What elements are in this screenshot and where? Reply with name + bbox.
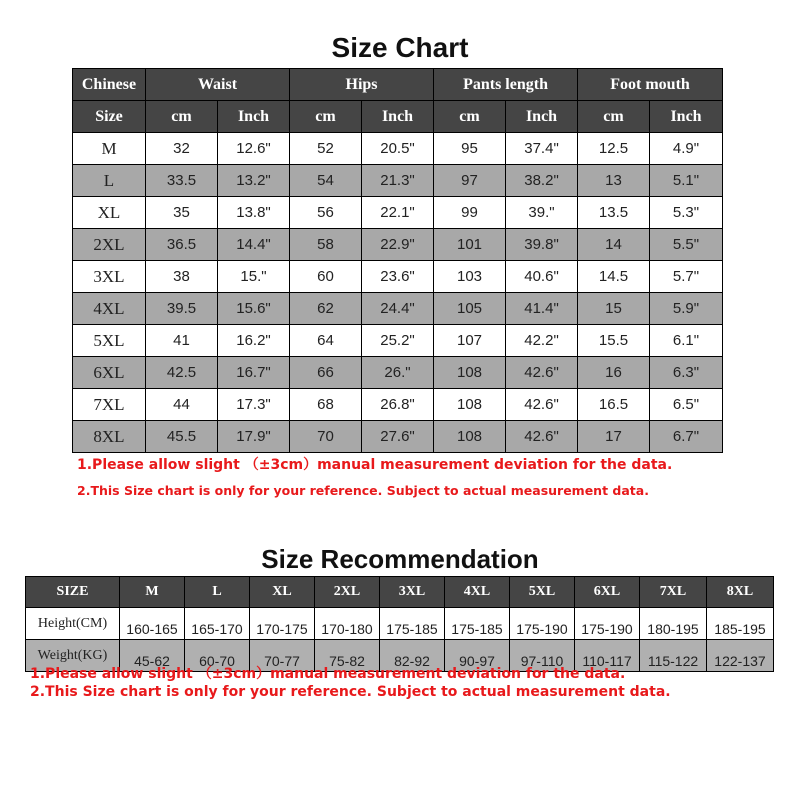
range-cell: 82-92 <box>380 640 445 672</box>
measurement-cell: 12.5 <box>578 133 650 165</box>
size-chart-row <box>73 229 723 261</box>
row-label-cell: Weight(KG) <box>26 640 120 672</box>
measurement-cell: 108 <box>434 357 506 389</box>
header-size-option: L <box>185 577 250 608</box>
measurement-cell: 107 <box>434 325 506 357</box>
range-cell: 175-185 <box>380 608 445 640</box>
size-chart-note-1: 1.Please allow slight （±3cm）manual measurement deviation for the data. <box>77 457 673 473</box>
header-size-option: 3XL <box>380 577 445 608</box>
range-cell: 90-97 <box>445 640 510 672</box>
size-label-cell: XL <box>73 197 146 229</box>
measurement-cell: 16.7" <box>218 357 290 389</box>
measurement-cell: 99 <box>434 197 506 229</box>
measurement-cell: 5.7" <box>650 261 723 293</box>
header-size: SIZE <box>26 577 120 608</box>
measurement-cell: 42.5 <box>146 357 218 389</box>
measurement-cell: 105 <box>434 293 506 325</box>
measurement-cell: 33.5 <box>146 165 218 197</box>
measurement-cell: 22.9" <box>362 229 434 261</box>
measurement-cell: 39.5 <box>146 293 218 325</box>
size-chart-header-row-2 <box>73 101 723 133</box>
measurement-cell: 39." <box>506 197 578 229</box>
measurement-cell: 13.8" <box>218 197 290 229</box>
measurement-cell: 5.5" <box>650 229 723 261</box>
measurement-cell: 13.5 <box>578 197 650 229</box>
row-label-cell: Height(CM) <box>26 608 120 640</box>
size-label-cell: 2XL <box>73 229 146 261</box>
range-cell: 115-122 <box>640 640 707 672</box>
measurement-cell: 101 <box>434 229 506 261</box>
measurement-cell: 62 <box>290 293 362 325</box>
measurement-cell: 17.3" <box>218 389 290 421</box>
size-recommendation-title: Size Recommendation <box>261 544 539 574</box>
measurement-cell: 16 <box>578 357 650 389</box>
header-unit: Inch <box>650 101 723 133</box>
measurement-cell: 4.9" <box>650 133 723 165</box>
size-recommendation-body <box>26 608 774 672</box>
size-chart-title: Size Chart <box>331 32 469 63</box>
range-cell: 170-180 <box>315 608 380 640</box>
measurement-cell: 108 <box>434 389 506 421</box>
measurement-cell: 5.9" <box>650 293 723 325</box>
measurement-cell: 95 <box>434 133 506 165</box>
measurement-cell: 41 <box>146 325 218 357</box>
measurement-cell: 64 <box>290 325 362 357</box>
measurement-cell: 26.8" <box>362 389 434 421</box>
measurement-cell: 54 <box>290 165 362 197</box>
header-unit: Inch <box>218 101 290 133</box>
measurement-cell: 37.4" <box>506 133 578 165</box>
measurement-cell: 13 <box>578 165 650 197</box>
range-cell: 175-190 <box>575 608 640 640</box>
header-hips: Hips <box>290 69 434 101</box>
measurement-cell: 40.6" <box>506 261 578 293</box>
size-chart-row <box>73 325 723 357</box>
header-size-option: 4XL <box>445 577 510 608</box>
range-cell: 165-170 <box>185 608 250 640</box>
header-size: Size <box>73 101 146 133</box>
height-row <box>26 608 774 640</box>
range-cell: 170-175 <box>250 608 315 640</box>
measurement-cell: 52 <box>290 133 362 165</box>
size-chart-header-row-1 <box>73 69 723 101</box>
measurement-cell: 17 <box>578 421 650 453</box>
measurement-cell: 108 <box>434 421 506 453</box>
measurement-cell: 14 <box>578 229 650 261</box>
measurement-cell: 42.6" <box>506 421 578 453</box>
measurement-cell: 24.4" <box>362 293 434 325</box>
size-chart-row <box>73 421 723 453</box>
header-chinese: Chinese <box>73 69 146 101</box>
header-unit: cm <box>290 101 362 133</box>
header-size-option: XL <box>250 577 315 608</box>
measurement-cell: 42.6" <box>506 357 578 389</box>
header-pants-length: Pants length <box>434 69 578 101</box>
header-size-option: 8XL <box>707 577 774 608</box>
measurement-cell: 16.5 <box>578 389 650 421</box>
measurement-cell: 97 <box>434 165 506 197</box>
measurement-cell: 38 <box>146 261 218 293</box>
range-cell: 122-137 <box>707 640 774 672</box>
measurement-cell: 15.5 <box>578 325 650 357</box>
header-unit: Inch <box>362 101 434 133</box>
measurement-cell: 5.1" <box>650 165 723 197</box>
measurement-cell: 70 <box>290 421 362 453</box>
measurement-cell: 15.6" <box>218 293 290 325</box>
size-chart-table <box>72 68 723 453</box>
size-label-cell: 8XL <box>73 421 146 453</box>
range-cell: 110-117 <box>575 640 640 672</box>
measurement-cell: 20.5" <box>362 133 434 165</box>
measurement-cell: 103 <box>434 261 506 293</box>
measurement-cell: 42.2" <box>506 325 578 357</box>
size-label-cell: 5XL <box>73 325 146 357</box>
size-chart-row <box>73 197 723 229</box>
header-size-option: 7XL <box>640 577 707 608</box>
measurement-cell: 13.2" <box>218 165 290 197</box>
measurement-cell: 41.4" <box>506 293 578 325</box>
size-chart-row <box>73 389 723 421</box>
measurement-cell: 26." <box>362 357 434 389</box>
header-unit: cm <box>434 101 506 133</box>
measurement-cell: 27.6" <box>362 421 434 453</box>
size-label-cell: 6XL <box>73 357 146 389</box>
header-size-option: M <box>120 577 185 608</box>
range-cell: 175-190 <box>510 608 575 640</box>
header-waist: Waist <box>146 69 290 101</box>
range-cell: 175-185 <box>445 608 510 640</box>
measurement-cell: 22.1" <box>362 197 434 229</box>
measurement-cell: 56 <box>290 197 362 229</box>
size-recommendation-note-1: 1.Please allow slight （±3cm）manual measurement deviation for the data. <box>30 666 626 682</box>
size-recommendation-table <box>25 576 774 672</box>
measurement-cell: 14.4" <box>218 229 290 261</box>
header-size-option: 5XL <box>510 577 575 608</box>
range-cell: 75-82 <box>315 640 380 672</box>
measurement-cell: 38.2" <box>506 165 578 197</box>
measurement-cell: 14.5 <box>578 261 650 293</box>
header-foot-mouth: Foot mouth <box>578 69 723 101</box>
measurement-cell: 44 <box>146 389 218 421</box>
size-chart-note-2: 2.This Size chart is only for your reference. Subject to actual measurement data. <box>77 483 649 498</box>
size-label-cell: L <box>73 165 146 197</box>
range-cell: 70-77 <box>250 640 315 672</box>
measurement-cell: 60 <box>290 261 362 293</box>
measurement-cell: 15." <box>218 261 290 293</box>
measurement-cell: 32 <box>146 133 218 165</box>
size-label-cell: 7XL <box>73 389 146 421</box>
measurement-cell: 45.5 <box>146 421 218 453</box>
range-cell: 185-195 <box>707 608 774 640</box>
measurement-cell: 36.5 <box>146 229 218 261</box>
measurement-cell: 17.9" <box>218 421 290 453</box>
measurement-cell: 23.6" <box>362 261 434 293</box>
measurement-cell: 6.1" <box>650 325 723 357</box>
header-size-option: 6XL <box>575 577 640 608</box>
measurement-cell: 5.3" <box>650 197 723 229</box>
range-cell: 180-195 <box>640 608 707 640</box>
size-chart-row <box>73 293 723 325</box>
size-chart-row <box>73 133 723 165</box>
size-label-cell: M <box>73 133 146 165</box>
measurement-cell: 21.3" <box>362 165 434 197</box>
header-unit: Inch <box>506 101 578 133</box>
size-recommendation-header-row <box>26 577 774 608</box>
range-cell: 45-62 <box>120 640 185 672</box>
size-chart-row <box>73 165 723 197</box>
range-cell: 60-70 <box>185 640 250 672</box>
measurement-cell: 68 <box>290 389 362 421</box>
measurement-cell: 39.8" <box>506 229 578 261</box>
header-unit: cm <box>578 101 650 133</box>
size-label-cell: 4XL <box>73 293 146 325</box>
range-cell: 160-165 <box>120 608 185 640</box>
header-unit: cm <box>146 101 218 133</box>
measurement-cell: 12.6" <box>218 133 290 165</box>
size-recommendation-note-2: 2.This Size chart is only for your reference. Subject to actual measurement data. <box>30 684 671 700</box>
size-chart-row <box>73 261 723 293</box>
measurement-cell: 6.5" <box>650 389 723 421</box>
measurement-cell: 35 <box>146 197 218 229</box>
measurement-cell: 25.2" <box>362 325 434 357</box>
measurement-cell: 6.3" <box>650 357 723 389</box>
size-chart-row <box>73 357 723 389</box>
size-label-cell: 3XL <box>73 261 146 293</box>
measurement-cell: 6.7" <box>650 421 723 453</box>
header-size-option: 2XL <box>315 577 380 608</box>
range-cell: 97-110 <box>510 640 575 672</box>
measurement-cell: 58 <box>290 229 362 261</box>
measurement-cell: 15 <box>578 293 650 325</box>
measurement-cell: 42.6" <box>506 389 578 421</box>
measurement-cell: 16.2" <box>218 325 290 357</box>
measurement-cell: 66 <box>290 357 362 389</box>
size-chart-body <box>73 133 723 453</box>
